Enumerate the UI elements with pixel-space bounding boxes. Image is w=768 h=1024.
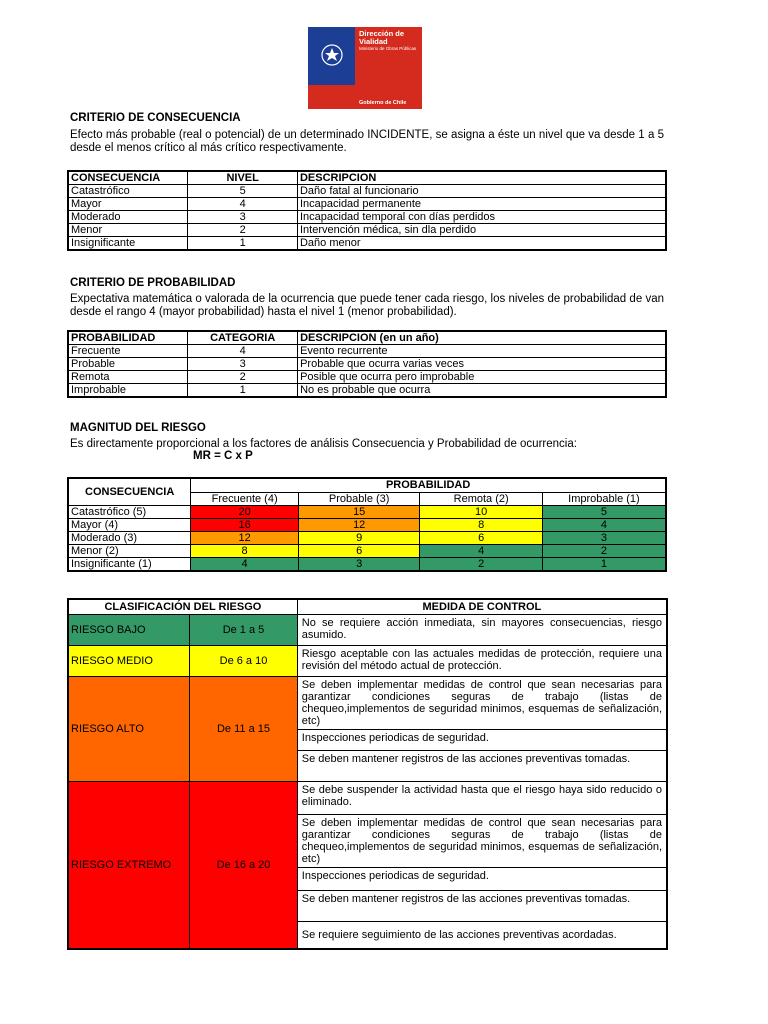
matrix-cell: 3 [298, 558, 420, 572]
matrix-cell: 9 [298, 532, 420, 545]
riesgo-medio-label: RIESGO MEDIO [68, 646, 190, 677]
matrix-cell: 8 [191, 545, 299, 558]
magnitud-text: Es directamente proporcional a los factores de análisis Consecuencia y Probabilidad de ocurrencia: [70, 438, 577, 450]
clasificacion-table [67, 598, 668, 950]
matrix-row: Catastrófico (5) 20 15 10 5 [68, 506, 666, 519]
matrix-cell: 16 [191, 519, 299, 532]
matrix-cell: 4 [542, 519, 666, 532]
matrix-row: Moderado (3) 12 9 6 3 [68, 532, 666, 545]
matrix-col-frecuente: Frecuente (4) [191, 492, 299, 506]
matrix-row: Insignificante (1) 4 3 2 1 [68, 558, 666, 572]
riesgo-bajo-label: RIESGO BAJO [68, 615, 190, 646]
logo-text-2: Ministerio de Obras Públicas [359, 46, 417, 51]
logo-blue-panel [308, 27, 355, 109]
riesgo-medio-row [68, 646, 667, 677]
logo-text-1: Dirección de Vialidad [359, 29, 405, 46]
table-row: Insignificante 1 Daño menor [68, 237, 666, 251]
matrix-cell: 6 [298, 545, 420, 558]
matrix-cell: 6 [420, 532, 542, 545]
matrix-row-header: CONSECUENCIA [68, 478, 191, 506]
matrix-cell: 5 [542, 506, 666, 519]
probabilidad-table [67, 330, 667, 398]
consecuencia-title: CRITERIO DE CONSECUENCIA [70, 112, 241, 124]
matrix-row: Menor (2) 8 6 4 2 [68, 545, 666, 558]
matrix-cell: 20 [191, 506, 299, 519]
header-probabilidad: PROBABILIDAD [68, 331, 188, 345]
table-row: Moderado 3 Incapacidad temporal con días perdidos [68, 211, 666, 224]
consecuencia-text: Efecto más probable (real o potencial) de un determinado INCIDENTE, se asigna a éste un nivel que va desde 1 a 5 desde el menos crítico al más crítico respectivamente. [70, 129, 664, 154]
riesgo-extremo-measure: Se deben implementar medidas de control que sean necesarias para garantizar condiciones seguras de trabajo (listas de chequeo,implementos de seguridad minimos, esquemas de señalización, etc) [297, 815, 667, 868]
table-row: Catastrófico 5 Daño fatal al funcionario [68, 185, 666, 198]
table-row: Menor 2 Intervención médica, sin dla perdido [68, 224, 666, 237]
riesgo-medio-measure: Riesgo aceptable con las actuales medidas de protección, requiere una revisión del método actual de protección. [297, 646, 667, 677]
matrix-cell: 1 [542, 558, 666, 572]
table-row: Frecuente 4 Evento recurrente [68, 345, 666, 358]
riesgo-alto-range: De 11 a 15 [190, 677, 298, 782]
matrix-col-remota: Remota (2) [420, 492, 542, 506]
table-header-row [68, 171, 666, 185]
header-categoria: CATEGORIA [188, 331, 298, 345]
table-header-row [68, 331, 666, 345]
riesgo-medio-range: De 6 a 10 [190, 646, 298, 677]
probabilidad-text: Expectativa matemática o valorada de la ocurrencia que puede tener cada riesgo, los niveles de probabilidad de van desde el rango 4 (mayor probabilidad) hasta el nivel 1 (menor probabilidad). [70, 293, 664, 318]
matrix-cell: 12 [298, 519, 420, 532]
table-header-row [68, 599, 667, 615]
matrix-cell: 2 [542, 545, 666, 558]
riesgo-extremo-measure: Se deben mantener registros de las acciones preventivas tomadas. [297, 891, 667, 922]
table-row: Remota 2 Posible que ocurra pero improbable [68, 371, 666, 384]
riesgo-alto-measure: Se deben mantener registros de las acciones preventivas tomadas. [297, 751, 667, 782]
riesgo-extremo-measure: Inspecciones periodicas de seguridad. [297, 868, 667, 891]
matrix-col-header: PROBABILIDAD [191, 478, 666, 492]
logo-red-panel [355, 27, 422, 109]
gobierno-de-chile-logo [308, 27, 422, 109]
matrix-cell: 10 [420, 506, 542, 519]
matrix-cell: 2 [420, 558, 542, 572]
riesgo-bajo-row [68, 615, 667, 646]
riesgo-bajo-measure: No se requiere acción inmediata, sin mayores consecuencias, riesgo asumido. [297, 615, 667, 646]
header-nivel: NIVEL [188, 171, 298, 185]
consecuencia-table [67, 170, 667, 251]
header-clasificacion: CLASIFICACIÓN DEL RIESGO [68, 599, 297, 615]
table-row: Mayor 4 Incapacidad permanente [68, 198, 666, 211]
riesgo-alto-measure: Se deben implementar medidas de control que sean necesarias para garantizar condiciones seguras de trabajo (listas de chequeo,implementos de seguridad minimos, esquemas de señalización, etc) [297, 677, 667, 730]
matrix-cell: 12 [191, 532, 299, 545]
matrix-row: Mayor (4) 16 12 8 4 [68, 519, 666, 532]
table-row: Improbable 1 No es probable que ocurra [68, 384, 666, 398]
riesgo-extremo-range: De 16 a 20 [190, 782, 298, 950]
riesgo-extremo-measure: Se debe suspender la actividad hasta que el riesgo haya sido reducido o eliminado. [297, 782, 667, 815]
magnitud-formula: MR = C x P [193, 450, 253, 462]
header-descripcion: DESCRIPCION [297, 171, 666, 185]
magnitud-title: MAGNITUD DEL RIESGO [70, 422, 206, 434]
matrix-cell: 4 [191, 558, 299, 572]
header-descripcion-anual: DESCRIPCION (en un año) [298, 331, 666, 345]
header-medida: MEDIDA DE CONTROL [297, 599, 667, 615]
matrix-cell: 3 [542, 532, 666, 545]
coat-of-arms-icon [308, 27, 355, 85]
riesgo-extremo-measure: Se requiere seguimiento de las acciones preventivas acordadas. [297, 922, 667, 950]
matrix-col-probable: Probable (3) [298, 492, 420, 506]
table-row: Probable 3 Probable que ocurra varias veces [68, 358, 666, 371]
matrix-cell: 8 [420, 519, 542, 532]
matrix-col-improbable: Improbable (1) [542, 492, 666, 506]
header-consecuencia: CONSECUENCIA [68, 171, 188, 185]
riesgo-alto-label: RIESGO ALTO [68, 677, 190, 782]
matrix-cell: 4 [420, 545, 542, 558]
riesgo-bajo-range: De 1 a 5 [190, 615, 298, 646]
probabilidad-title: CRITERIO DE PROBABILIDAD [70, 277, 236, 289]
magnitud-matrix [67, 477, 667, 572]
riesgo-extremo-row [68, 782, 667, 815]
logo-text-3: Gobierno de Chile [359, 100, 407, 106]
riesgo-alto-measure: Inspecciones periodicas de seguridad. [297, 730, 667, 751]
riesgo-alto-row [68, 677, 667, 730]
logo-red-stripe [308, 85, 355, 109]
matrix-cell: 15 [298, 506, 420, 519]
riesgo-extremo-label: RIESGO EXTREMO [68, 782, 190, 950]
